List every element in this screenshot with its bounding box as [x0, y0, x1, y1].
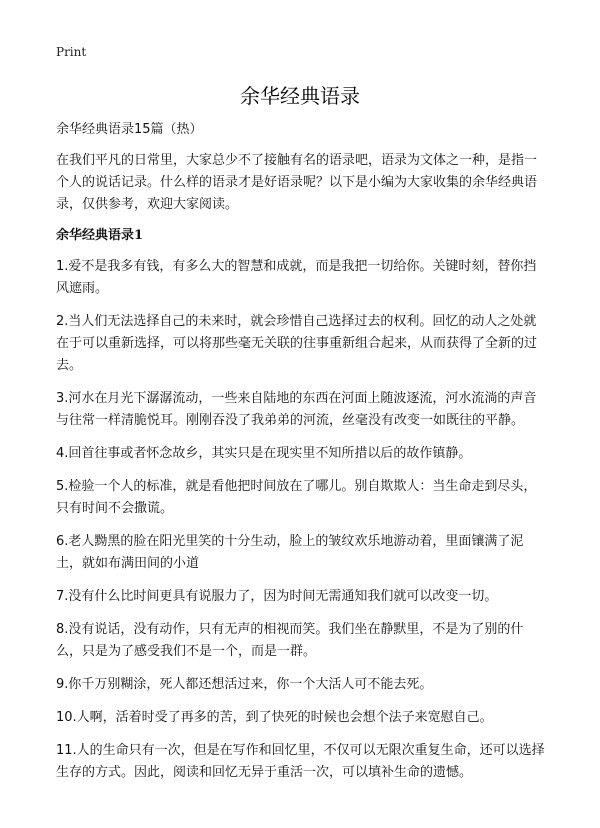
- article-body: [56, 120, 548, 795]
- quote-item: 10.人啊，活着时受了再多的苦，到了快死的时候也会想个法子来宽慰自己。: [56, 710, 493, 725]
- page-title: 余华经典语录: [240, 84, 360, 108]
- quote-item: 11.人的生命只有一次，但是在写作和回忆里，不仅可以无限次重复生命，还可以选择生存的方式。因此，阅读和回忆无异于重活一次，可以填补生命的遗憾。: [56, 743, 545, 780]
- quote-item: 6.老人黝黑的脸在阳光里笑的十分生动，脸上的皱纹欢乐地游动着，里面镶满了泥土，就如布满田间的小道: [56, 534, 524, 571]
- intro-paragraph: 在我们平凡的日常里，大家总少不了接触有名的语录吧，语录为文体之一种，是指一个人的说话记录。什么样的语录才是好语录呢？以下是小编为大家收集的余华经典语录，仅供参考，欢迎大家阅读。: [56, 153, 538, 212]
- print-link[interactable]: Print: [56, 45, 87, 59]
- article-subtitle: 余华经典语录15篇（热）: [56, 122, 203, 137]
- quote-item: 7.没有什么比时间更具有说服力了，因为时间无需通知我们就可以改变一切。: [56, 589, 498, 604]
- quote-item: 3.河水在月光下潺潺流动，一些来自陆地的东西在河面上随波逐流，河水流淌的声音与往常一样清脆悦耳。刚刚吞没了我弟弟的河流，丝毫没有改变一如既往的平静。: [56, 391, 537, 428]
- quote-item: 2.当人们无法选择自己的未来时，就会珍惜自己选择过去的权利。回忆的动人之处就在于可以重新选择，可以将那些毫无关联的往事重新组合起来，从而获得了全新的过去。: [56, 314, 538, 373]
- quote-item: 8.没有说话，没有动作，只有无声的相视而笑。我们坐在静默里，不是为了别的什么，只是为了感受我们不是一个，而是一群。: [56, 622, 524, 659]
- quote-item: 5.检验一个人的标准，就是看他把时间放在了哪儿。别自欺欺人：当生命走到尽头，只有时间不会撒谎。: [56, 479, 537, 516]
- quote-item: 4.回首往事或者怀念故乡，其实只是在现实里不知所措以后的故作镇静。: [56, 446, 472, 461]
- quote-item: 1.爱不是我多有钱，有多么大的智慧和成就，而是我把一切给你。关键时刻，替你挡风遮雨。: [56, 259, 537, 296]
- quote-item: 9.你千万别糊涂，死人都还想活过来，你一个大活人可不能去死。: [56, 677, 433, 692]
- section-heading: 余华经典语录1: [56, 228, 144, 243]
